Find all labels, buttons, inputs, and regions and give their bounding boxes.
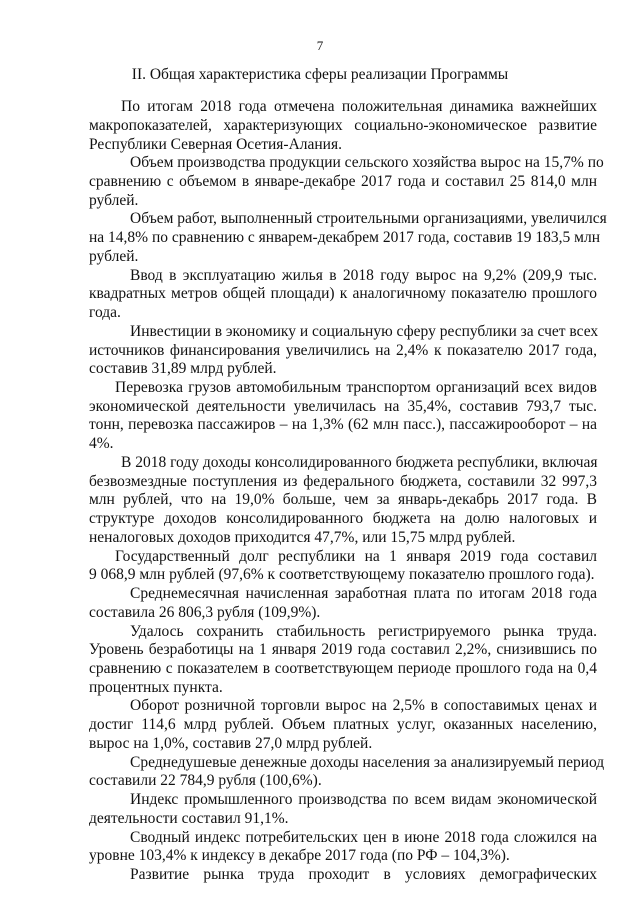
text-line: млн рублей, что на 19,0% больше, чем за январь-декабрь 2017 года. В [89, 491, 597, 509]
text-line: Среднемесячная начисленная заработная плата по итогам 2018 года [130, 585, 597, 602]
text-line: По итогам 2018 года отмечена положительная динамика важнейших [121, 98, 597, 115]
page-number: 7 [316, 38, 324, 53]
text-line: уровне 103,4% к индексу в декабре 2017 года (по РФ – 104,3%). [89, 847, 510, 865]
text-line: макропоказателей, характеризующих социально-экономическое развитие [89, 116, 597, 134]
text-line: Уровень безработицы на 1 января 2019 года составил 2,2%, снизившись по [89, 641, 597, 659]
text-line: Государственный долг республики на 1 января 2019 года составил [115, 547, 597, 565]
text-line: сравнению с показателем в соответствующем периоде прошлого года на 0,4 [89, 660, 597, 677]
text-line: Сводный индекс потребительских цен в июне 2018 года сложился на [130, 828, 597, 846]
text-line: 9 068,9 млн рублей (97,6% к соответствующему показателю прошлого года). [89, 566, 595, 584]
text-line: В 2018 году доходы консолидированного бюджета республики, включая [121, 453, 598, 471]
text-line: 4%. [89, 435, 114, 453]
text-line: на 14,8% по сравнению с январем-декабрем 2017 года, составив 19 183,5 млн [89, 229, 601, 247]
text-line: Объем производства продукции сельского хозяйства вырос на 15,7% по [130, 154, 604, 172]
text-line: экономической деятельности увеличилась на 35,4%, составив 793,7 тыс. [89, 397, 597, 415]
text-line: рублей. [89, 247, 139, 265]
text-line: Ввод в эксплуатацию жилья в 2018 году вырос на 9,2% (209,9 тыс. [130, 266, 597, 284]
text-line: Оборот розничной торговли вырос на 2,5% в сопоставимых ценах и [130, 697, 597, 715]
text-line: достиг 114,6 млрд рублей. Объем платных услуг, оказанных населению, [89, 716, 597, 734]
text-line: Республики Северная Осетия-Алания. [89, 135, 342, 153]
text-line: Перевозка грузов автомобильным транспортом организаций всех видов [115, 379, 597, 396]
text-line: Удалось сохранить стабильность регистрируемого рынка труда. [130, 622, 597, 640]
text-line: Развитие рынка труда проходит в условиях демографических [130, 866, 597, 883]
text-line: рублей. [89, 191, 139, 209]
text-line: Индекс промышленного производства по всем видам экономической [130, 791, 597, 809]
text-line: квадратных метров общей площади) к аналогичному показателю прошлого [89, 285, 597, 303]
text-line: Инвестиции в экономику и социальную сферу республики за счет всех [130, 322, 599, 340]
text-line: деятельности составил 91,1%. [89, 809, 289, 827]
text-line: неналоговых доходов приходится 47,7%, или 15,75 млрд рублей. [89, 528, 516, 546]
text-line: года. [89, 304, 121, 321]
text-line: составила 26 806,3 рубля (109,9%). [89, 603, 321, 621]
text-line: вырос на 1,0%, составив 27,0 млрд рублей. [89, 734, 373, 752]
text-line: Объем работ, выполненный строительными организациями, увеличился [130, 210, 607, 228]
text-line: структуре доходов консолидированного бюджета на долю налоговых и [89, 510, 597, 528]
text-line: процентных пункта. [89, 678, 223, 696]
text-line: составили 22 784,9 рубля (100,6%). [89, 772, 322, 790]
text-line: источников финансирования увеличились на 2,4% к показателю 2017 года, [89, 341, 597, 359]
text-line: составив 31,89 млрд рублей. [89, 360, 277, 378]
text-line: Среднедушевые денежные доходы населения за анализируемый период [130, 753, 605, 771]
text-line: сравнению с объемом в январе-декабре 2017 года и составил 25 814,0 млн [89, 172, 597, 190]
text-line: тонн, перевозка пассажиров – на 1,3% (62 млн пасс.), пассажирооборот – на [89, 416, 597, 434]
text-line: безвозмездные поступления из федерального бюджета, составили 32 997,3 [89, 472, 597, 490]
section-heading: II. Общая характеристика сферы реализации Программы [131, 66, 509, 83]
